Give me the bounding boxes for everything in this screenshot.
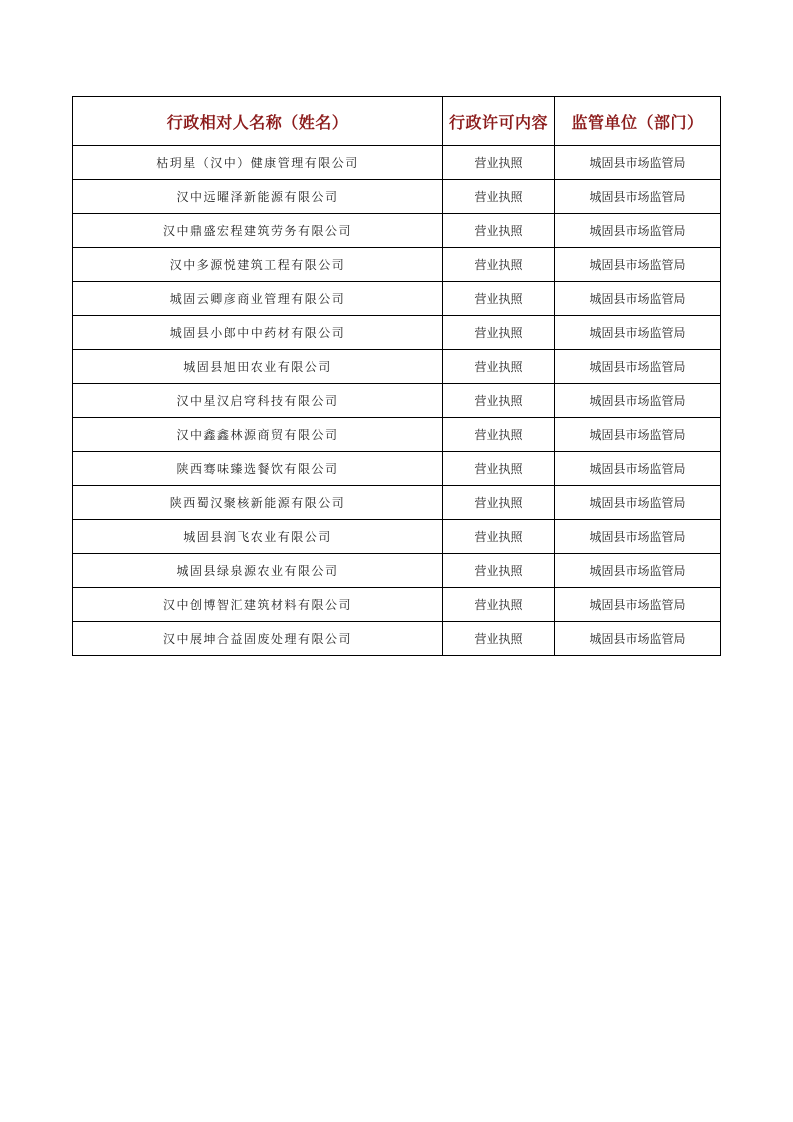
cell-entity-name: 陕西蜀汉聚核新能源有限公司 bbox=[73, 486, 443, 520]
cell-entity-name: 汉中远曜泽新能源有限公司 bbox=[73, 180, 443, 214]
cell-license-content: 营业执照 bbox=[443, 146, 555, 180]
table-body bbox=[73, 146, 721, 656]
cell-entity-name: 城固云卿彦商业管理有限公司 bbox=[73, 282, 443, 316]
cell-license-content: 营业执照 bbox=[443, 520, 555, 554]
cell-entity-name: 汉中星汉启穹科技有限公司 bbox=[73, 384, 443, 418]
table-row bbox=[73, 180, 721, 214]
cell-license-content: 营业执照 bbox=[443, 180, 555, 214]
table-row bbox=[73, 418, 721, 452]
cell-supervising-unit: 城固县市场监管局 bbox=[555, 384, 721, 418]
table-row bbox=[73, 384, 721, 418]
cell-supervising-unit: 城固县市场监管局 bbox=[555, 350, 721, 384]
cell-license-content: 营业执照 bbox=[443, 418, 555, 452]
cell-license-content: 营业执照 bbox=[443, 452, 555, 486]
cell-license-content: 营业执照 bbox=[443, 588, 555, 622]
cell-entity-name: 汉中创博智汇建筑材料有限公司 bbox=[73, 588, 443, 622]
cell-license-content: 营业执照 bbox=[443, 384, 555, 418]
cell-supervising-unit: 城固县市场监管局 bbox=[555, 214, 721, 248]
table-row bbox=[73, 486, 721, 520]
cell-supervising-unit: 城固县市场监管局 bbox=[555, 418, 721, 452]
cell-entity-name: 城固县绿泉源农业有限公司 bbox=[73, 554, 443, 588]
cell-entity-name: 城固县润飞农业有限公司 bbox=[73, 520, 443, 554]
table-row bbox=[73, 282, 721, 316]
table-row bbox=[73, 452, 721, 486]
cell-entity-name: 城固县小郎中中药材有限公司 bbox=[73, 316, 443, 350]
cell-supervising-unit: 城固县市场监管局 bbox=[555, 486, 721, 520]
header-license-content: 行政许可内容 bbox=[443, 97, 555, 146]
header-row bbox=[73, 97, 721, 146]
cell-supervising-unit: 城固县市场监管局 bbox=[555, 180, 721, 214]
table-header bbox=[73, 97, 721, 146]
cell-license-content: 营业执照 bbox=[443, 316, 555, 350]
table-row bbox=[73, 520, 721, 554]
cell-license-content: 营业执照 bbox=[443, 554, 555, 588]
cell-entity-name: 汉中展坤合益固废处理有限公司 bbox=[73, 622, 443, 656]
cell-supervising-unit: 城固县市场监管局 bbox=[555, 622, 721, 656]
cell-supervising-unit: 城固县市场监管局 bbox=[555, 554, 721, 588]
cell-entity-name: 枯玥星（汉中）健康管理有限公司 bbox=[73, 146, 443, 180]
cell-entity-name: 汉中鑫鑫林源商贸有限公司 bbox=[73, 418, 443, 452]
cell-license-content: 营业执照 bbox=[443, 622, 555, 656]
table-row bbox=[73, 146, 721, 180]
table-row bbox=[73, 316, 721, 350]
cell-license-content: 营业执照 bbox=[443, 214, 555, 248]
table-row bbox=[73, 350, 721, 384]
cell-supervising-unit: 城固县市场监管局 bbox=[555, 248, 721, 282]
cell-supervising-unit: 城固县市场监管局 bbox=[555, 316, 721, 350]
license-table bbox=[72, 96, 721, 656]
cell-entity-name: 汉中多源悦建筑工程有限公司 bbox=[73, 248, 443, 282]
table-row bbox=[73, 248, 721, 282]
cell-entity-name: 陕西骞味臻选餐饮有限公司 bbox=[73, 452, 443, 486]
table-row bbox=[73, 588, 721, 622]
table-row bbox=[73, 214, 721, 248]
cell-license-content: 营业执照 bbox=[443, 486, 555, 520]
header-supervising-unit: 监管单位（部门） bbox=[555, 97, 721, 146]
cell-license-content: 营业执照 bbox=[443, 248, 555, 282]
cell-entity-name: 汉中鼎盛宏程建筑劳务有限公司 bbox=[73, 214, 443, 248]
cell-entity-name: 城固县旭田农业有限公司 bbox=[73, 350, 443, 384]
header-entity-name: 行政相对人名称（姓名） bbox=[73, 97, 443, 146]
table-row bbox=[73, 554, 721, 588]
cell-license-content: 营业执照 bbox=[443, 350, 555, 384]
cell-supervising-unit: 城固县市场监管局 bbox=[555, 146, 721, 180]
cell-license-content: 营业执照 bbox=[443, 282, 555, 316]
cell-supervising-unit: 城固县市场监管局 bbox=[555, 588, 721, 622]
cell-supervising-unit: 城固县市场监管局 bbox=[555, 282, 721, 316]
table-row bbox=[73, 622, 721, 656]
cell-supervising-unit: 城固县市场监管局 bbox=[555, 520, 721, 554]
cell-supervising-unit: 城固县市场监管局 bbox=[555, 452, 721, 486]
